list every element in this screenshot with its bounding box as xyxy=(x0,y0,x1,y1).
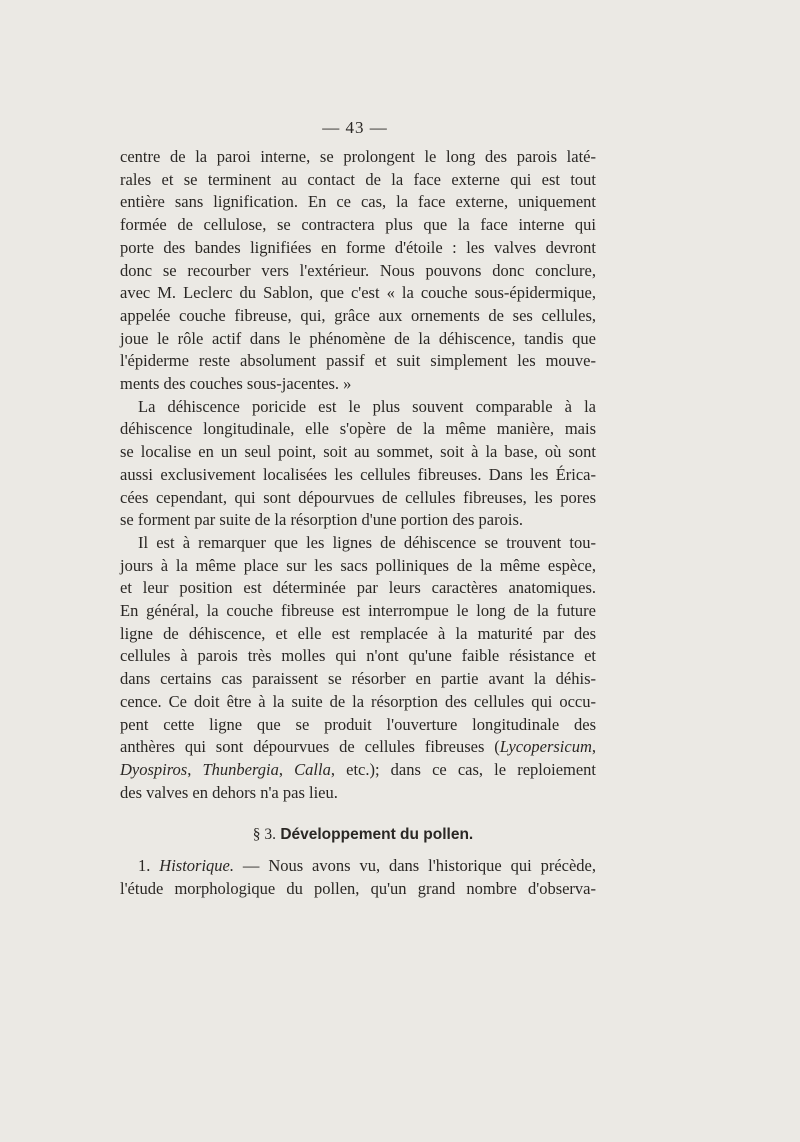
text-line: se localise en un seul point, soit au sommet, soit à la base, où sont xyxy=(120,442,596,462)
text-line: centre de la paroi interne, se prolongent le long des parois laté- xyxy=(120,147,596,166)
text-line: cées cependant, qui sont dépourvues de cellules fibreuses, les pores xyxy=(120,487,596,507)
text-line: ments des couches sous-jacentes. » xyxy=(120,374,352,394)
text-line: des valves en dehors n'a pas lieu. xyxy=(120,782,338,802)
species-name: Thunbergia xyxy=(202,759,279,779)
text-line: ligne de déhiscence, et elle est remplacée à la maturité par des xyxy=(120,623,596,643)
text-line: cence. Ce doit être à la suite de la résorption des cellules qui occu- xyxy=(120,691,596,711)
text-line: déhiscence longitudinale, elle s'opère de la même manière, mais xyxy=(120,419,596,439)
section-number: § 3. xyxy=(252,826,276,844)
text-line: cellules à parois très molles qui n'ont qu'une faible résistance et xyxy=(120,646,596,666)
text-line: formée de cellulose, se contractera plus que la face interne qui xyxy=(120,215,596,235)
body-text xyxy=(120,146,596,901)
text-line: jours à la même place sur les sacs polliniques de la même espèce, xyxy=(120,555,596,575)
text-line: anthères qui sont dépourvues de cellules fibreuses (Lycopersicum, xyxy=(120,737,596,757)
text-line: l'étude morphologique du pollen, qu'un grand nombre d'observa- xyxy=(120,878,596,898)
text-line: aussi exclusivement localisées les cellules fibreuses. Dans les Érica- xyxy=(120,464,596,484)
text-line: dans certains cas paraissent se résorber en partie avant la déhis- xyxy=(120,669,596,689)
text-line: et leur position est déterminée par leurs caractères anatomiques. xyxy=(120,578,596,598)
section-title: Développement du pollen. xyxy=(280,826,474,844)
text-line: joue le rôle actif dans le phénomène de la déhiscence, tandis que xyxy=(120,328,596,348)
text-line: La déhiscence poricide est le plus souvent comparable à la xyxy=(138,396,596,416)
text-line: donc se recourber vers l'extérieur. Nous pouvons donc conclure, xyxy=(120,260,596,280)
text-line: l'épiderme reste absolument passif et suit simplement les mouve- xyxy=(120,351,596,371)
species-name: Lycopersicum xyxy=(499,737,592,757)
text-line: Il est à remarquer que les lignes de déhiscence se trouvent tou- xyxy=(138,532,596,552)
paragraph-2 xyxy=(120,396,596,532)
subsection-number: 1. xyxy=(138,856,151,876)
text-line: appelée couche fibreuse, qui, grâce aux ornements de ses cellules, xyxy=(120,305,596,325)
species-name: Dyospiros xyxy=(120,759,188,779)
section-heading xyxy=(120,824,596,847)
text-line: En général, la couche fibreuse est interrompue le long de la future xyxy=(120,601,596,621)
subsection-title: Historique. xyxy=(159,856,234,876)
page-number: — 43 — xyxy=(322,118,388,137)
subsection-paragraph xyxy=(120,855,596,900)
text-line: rales et se terminent au contact de la face externe qui est tout xyxy=(120,169,596,189)
text-line: entière sans lignification. En ce cas, la face externe, uniquement xyxy=(120,192,596,212)
text-line: avec M. Leclerc du Sablon, que c'est « la couche sous-épidermique, xyxy=(120,283,596,303)
text-line: se forment par suite de la résorption d'une portion des parois. xyxy=(120,510,523,530)
species-name: Calla xyxy=(294,759,331,779)
paragraph-3 xyxy=(120,532,596,804)
text-line: Dyospiros, Thunbergia, Calla, etc.); dans ce cas, le reploiement xyxy=(120,759,597,779)
text-line: pent cette ligne que se produit l'ouverture longitudinale des xyxy=(120,714,596,734)
text-line: 1. Historique. — Nous avons vu, dans l'historique qui précède, xyxy=(138,856,596,876)
text-line: porte des bandes lignifiées en forme d'étoile : les valves devront xyxy=(120,237,596,257)
paragraph-1 xyxy=(120,146,596,396)
